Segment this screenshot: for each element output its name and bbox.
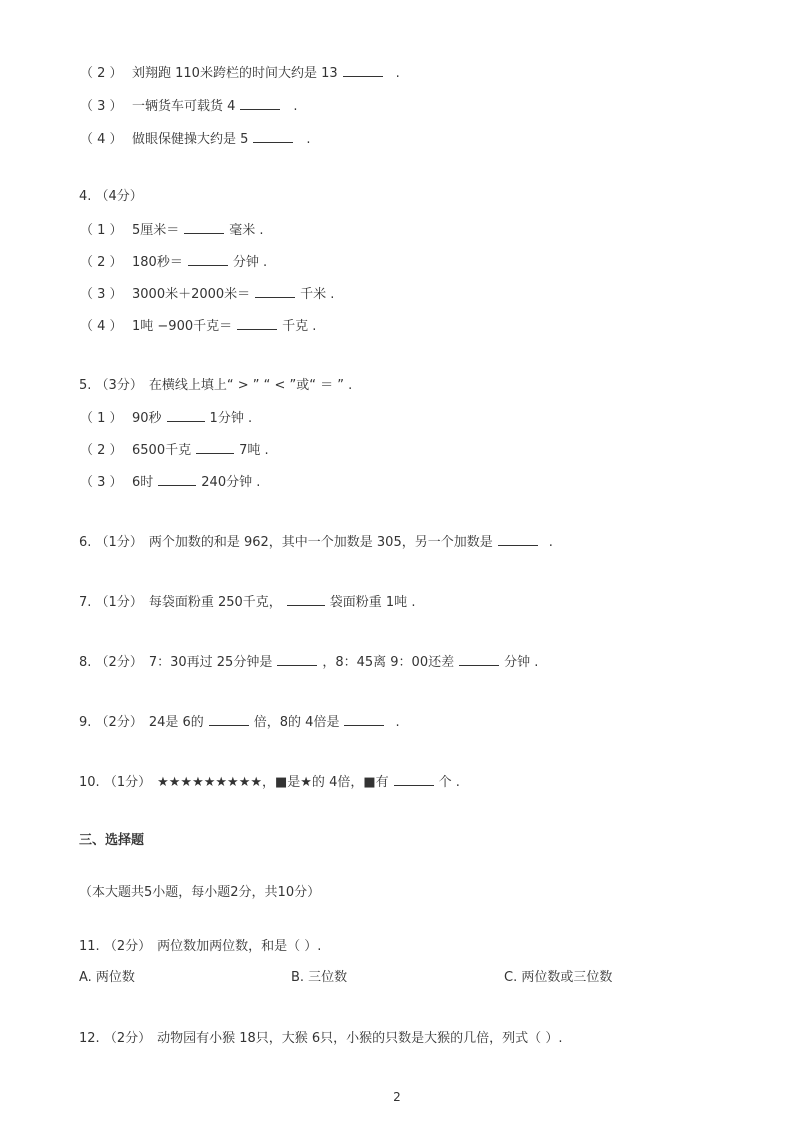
question-number: 8. [79,655,92,670]
q5-item-2 [80,441,269,460]
q3-item-4 [80,130,311,149]
item-text: 5厘米＝ [132,223,180,238]
page-number: 2 [393,1090,401,1104]
question-number: 5. [79,378,92,393]
item-number: （ 3 ） [80,287,123,302]
q4-item-4 [80,317,316,336]
q8 [79,653,538,672]
option-b[interactable]: B. 三位数 [291,970,348,985]
answer-blank[interactable] [253,130,293,143]
item-end: . [395,715,400,730]
answer-blank[interactable] [237,317,277,330]
question-number: 11. [79,939,100,954]
question-text: 倍，8的 4倍是 [253,715,340,730]
question-text: ，8：45离 9：00还差 [322,655,455,670]
question-score: （1分） [95,595,143,610]
question-text: 两个加数的和是 962，其中一个加数是 305，另一个加数是 [148,535,493,550]
item-text: 刘翔跑 110米跨栏的时间大约是 13 [132,66,338,81]
item-end: 袋面粉重 1吨 . [329,595,416,610]
section-title: 三、选择题 [79,833,145,848]
answer-blank[interactable] [459,653,499,666]
q9 [79,713,400,732]
item-number: （ 4 ） [80,132,123,147]
answer-blank[interactable] [287,593,325,606]
q4-header: 4. （4分） [79,189,143,204]
question-number: 6. [79,535,92,550]
item-end: . [395,66,400,81]
item-end: . [306,132,311,147]
stars-figure: ★★★★★★★★★ [157,775,262,790]
item-text: 1吨 −900千克＝ [132,319,233,334]
question-number: 10. [79,775,100,790]
q5-header [79,377,352,395]
item-number: （ 1 ） [80,411,123,426]
question-text: 7：30再过 25分钟是 [148,655,273,670]
question-text: 在横线上填上“ > ” “ < ”或“ ＝ ” . [148,378,353,393]
item-text: 3000米＋2000米＝ [132,287,251,302]
question-score: （1分） [103,775,152,790]
question-text: ，■是★的 4倍，■有 [262,775,389,790]
answer-blank[interactable] [344,713,384,726]
question-score: （2分） [95,715,143,730]
item-end: 千克 . [282,319,317,334]
option-a[interactable]: A. 两位数 [79,970,135,985]
q4-item-2 [80,253,267,272]
item-end: 个 . [438,775,460,790]
item-end: 分钟 . [504,655,539,670]
q3-item-2 [80,64,400,83]
item-number: （ 2 ） [80,443,123,458]
question-number: 12. [79,1031,100,1046]
answer-blank[interactable] [188,253,228,266]
item-end: 7吨 . [239,443,269,458]
answer-blank[interactable] [255,285,295,298]
question-text: 动物园有小猴 18只，大猴 6只，小猴的只数是大猴的几倍，列式（ ）. [157,1031,563,1046]
item-text: 一辆货车可载货 4 [132,99,236,114]
section-note: （本大题共5小题，每小题2分，共10分） [79,885,321,900]
q6 [79,533,553,552]
q12 [79,1030,562,1048]
item-end: 1分钟 . [209,411,253,426]
answer-blank[interactable] [209,713,249,726]
answer-blank[interactable] [158,473,196,486]
question-score: （2分） [103,1031,152,1046]
answer-blank[interactable] [277,653,317,666]
answer-blank[interactable] [240,97,280,110]
item-end: . [293,99,298,114]
item-number: （ 4 ） [80,319,123,334]
item-end: 毫米 . [229,223,264,238]
option-c[interactable]: C. 两位数或三位数 [504,970,613,985]
question-text: 24是 6的 [148,715,204,730]
answer-blank[interactable] [196,441,234,454]
q5-item-3 [80,473,260,492]
item-end: 240分钟 . [201,475,261,490]
question-score: （3分） [95,378,143,393]
q10 [79,773,460,792]
question-text: 两位数加两位数，和是（ ）. [157,939,322,954]
q4-item-1 [80,221,264,240]
item-number: （ 2 ） [80,66,123,81]
q5-item-1 [80,409,252,428]
item-number: （ 3 ） [80,99,123,114]
item-text: 做眼保健操大约是 5 [132,132,249,147]
answer-blank[interactable] [184,221,224,234]
answer-blank[interactable] [498,533,538,546]
item-text: 180秒＝ [132,255,183,270]
item-number: （ 2 ） [80,255,123,270]
question-text: 每袋面粉重 250千克， [148,595,282,610]
q11 [79,938,321,956]
q4-item-3 [80,285,334,304]
q3-item-3 [80,97,298,116]
item-text: 6时 [132,475,154,490]
answer-blank[interactable] [343,64,383,77]
item-end: . [548,535,553,550]
question-score: （1分） [95,535,143,550]
q7 [79,593,415,612]
item-text: 90秒 [132,411,162,426]
question-score: （2分） [95,655,143,670]
item-end: 分钟 . [232,255,268,270]
item-text: 6500千克 [132,443,192,458]
question-number: 9. [79,715,92,730]
item-number: （ 1 ） [80,223,123,238]
question-number: 7. [79,595,92,610]
question-score: （2分） [103,939,152,954]
answer-blank[interactable] [394,773,434,786]
answer-blank[interactable] [167,409,205,422]
item-number: （ 3 ） [80,475,123,490]
item-end: 千米 . [300,287,335,302]
